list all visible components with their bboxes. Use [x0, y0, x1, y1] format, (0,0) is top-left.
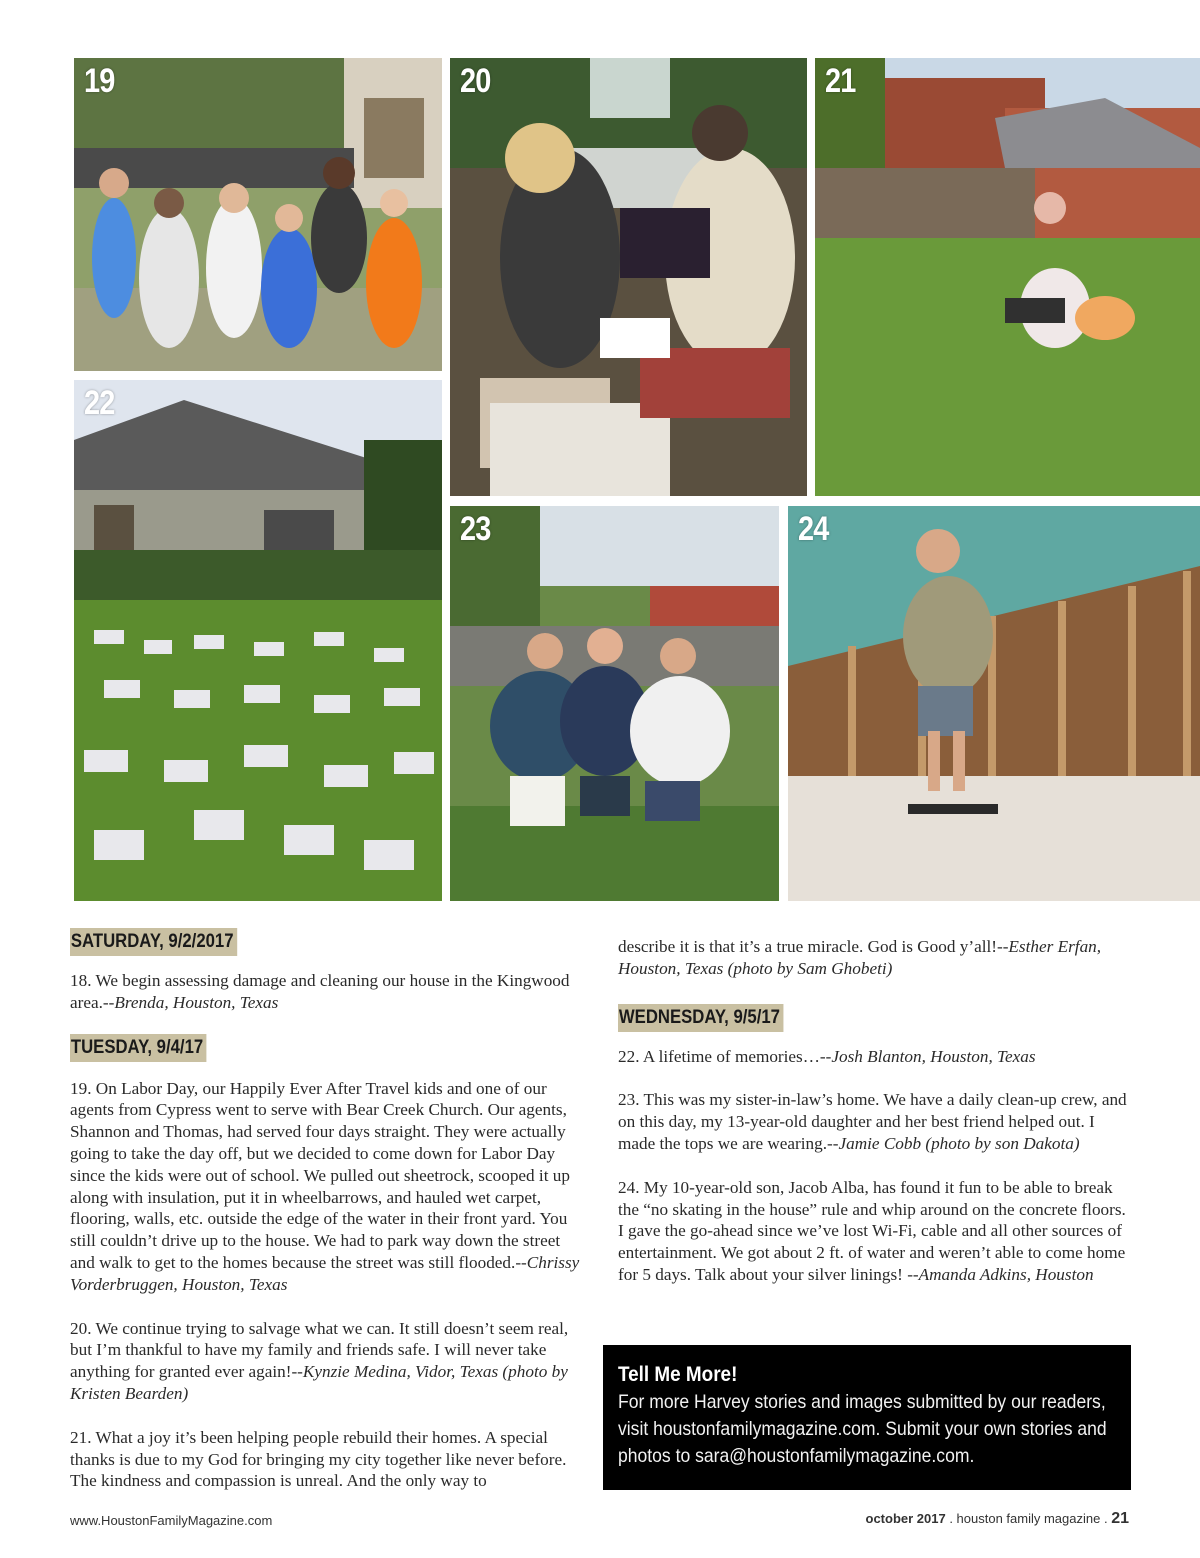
photo-number: 19: [84, 62, 115, 100]
photo-19-image: [74, 58, 442, 371]
photo-number: 23: [460, 510, 491, 548]
tell-me-more-box: [603, 1345, 1131, 1490]
photo-24-image: [788, 506, 1200, 901]
photo-19-volunteers: [74, 58, 442, 371]
story-20: [70, 1318, 580, 1405]
photo-22-photos-on-lawn: [74, 380, 442, 901]
story-18: [70, 970, 580, 1014]
story-text: 21. What a joy it’s been helping people rebuild their homes. A special thanks is due to my God for bringing my city together like never before. The kindness and compassion is unreal. And the only way to: [70, 1427, 567, 1491]
story-text: describe it is that it’s a true miracle. God is Good y’all!: [618, 937, 997, 956]
photo-20-image: [450, 58, 807, 496]
footer-separator: .: [945, 1511, 957, 1526]
right-column: [618, 936, 1133, 1286]
photo-20-salvaging-photos: [450, 58, 807, 496]
date-heading-saturday: SATURDAY, 9/2/2017: [70, 928, 237, 956]
footer-month: october 2017: [865, 1511, 946, 1526]
story-21-continued: [618, 936, 1133, 980]
photo-number: 21: [825, 62, 856, 100]
date-heading-tuesday: TUESDAY, 9/4/17: [70, 1034, 207, 1062]
photo-23-image: [450, 506, 779, 901]
story-21: [70, 1427, 580, 1492]
story-24: [618, 1177, 1133, 1286]
story-signature: --Chrissy Vorderbruggen, Houston, Texas: [70, 1252, 580, 1294]
footer-website[interactable]: www.HoustonFamilyMagazine.com: [70, 1513, 273, 1528]
story-signature: --Amanda Adkins, Houston: [907, 1264, 1094, 1284]
footer-publication-info: [866, 1510, 1130, 1528]
story-signature: --Josh Blanton, Houston, Texas: [819, 1046, 1036, 1066]
tell-me-more-body: For more Harvey stories and images submitted by our readers, visit houstonfamilymagazine.com. Submit your own stories and photos to sara@houstonfamilymagazine.com.: [618, 1391, 1107, 1467]
story-text: 23. This was my sister-in-law’s home. We have a daily clean-up crew, and on this day, my 13-year-old daughter and her best friend helped out. I made the tops we are wearing.: [618, 1090, 1127, 1153]
story-signature: --Jamie Cobb (photo by son Dakota): [827, 1133, 1080, 1153]
photo-number: 22: [84, 384, 115, 422]
photo-number: 24: [798, 510, 829, 548]
story-23: [618, 1089, 1133, 1154]
story-signature: --Kynzie Medina, Vidor, Texas (photo by Kristen Bearden): [70, 1362, 568, 1403]
footer-separator: .: [1100, 1511, 1112, 1526]
story-signature: --Brenda, Houston, Texas: [102, 992, 279, 1012]
left-column: [70, 928, 580, 1492]
story-22: [618, 1046, 1133, 1068]
date-heading-wednesday: WEDNESDAY, 9/5/17: [618, 1004, 783, 1032]
story-19: [70, 1078, 580, 1296]
story-text: 19. On Labor Day, our Happily Ever After Travel kids and one of our agents from Cypress went to serve with Bear Creek Church. Our agents, Shannon and Thomas, had served four days straight. They were actually going to take the day off, but we decided to come down for Labor Day since the kids were out of school. We pulled out sheetrock, scooped it up along with insulation, put it in wheelbarrows, and hauled wet carpet, flooring, walls, etc. outside the edge of the water in their front yard. You still couldn’t drive up to the house. We had to park way down the street and walk to get to the homes because the street was still flooded.: [70, 1078, 570, 1272]
story-text: 24. My 10-year-old son, Jacob Alba, has found it fun to be able to break the “no skating in the house” rule and whip around on the concrete floors. I gave the go-ahead since we’ve lost Wi-Fi, cable and all other sources of entertainment. We got about 2 ft. of water and weren’t able to come home for 5 days. Talk about your silver linings!: [618, 1177, 1126, 1284]
photo-number: 20: [460, 62, 491, 100]
story-text: 20. We continue trying to salvage what we can. It still doesn’t seem real, but I’m thankful to have my family and friends safe. I will never take anything for granted ever again!: [70, 1318, 569, 1382]
photo-22-image: [74, 380, 442, 901]
photo-23-texas-strong: [450, 506, 779, 901]
page-number: 21: [1111, 1510, 1129, 1527]
photo-21-image: [815, 58, 1200, 496]
story-text: 18. We begin assessing damage and cleaning our house in the Kingwood area.: [70, 971, 570, 1012]
photo-24-boy-skateboarding: [788, 506, 1200, 901]
footer-magazine-name: houston family magazine: [956, 1511, 1101, 1526]
tell-me-more-title: Tell Me More!: [618, 1363, 738, 1386]
story-text: 22. A lifetime of memories…: [618, 1046, 820, 1066]
story-signature: --Esther Erfan, Houston, Texas (photo by Sam Ghobeti): [618, 937, 1102, 978]
photo-21-girl-with-cat: [815, 58, 1200, 496]
